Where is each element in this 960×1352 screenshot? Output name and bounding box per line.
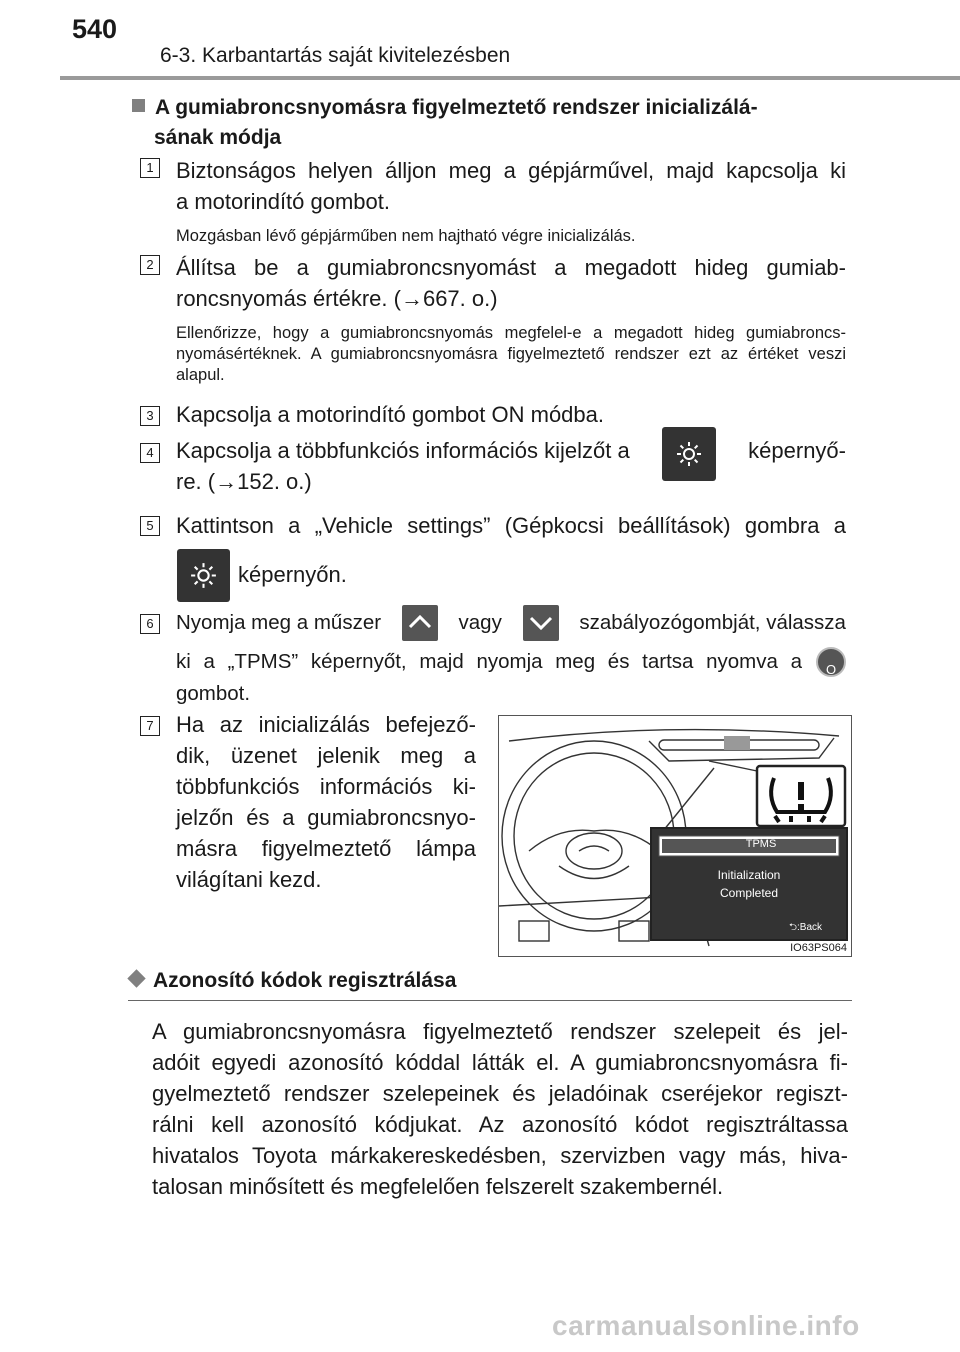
- step-text: [176, 436, 846, 497]
- paragraph-line: gyelmeztető rendszer szelepeinek és jeladóinak cseréjekor regiszt-: [152, 1081, 848, 1106]
- step-text: [176, 709, 476, 895]
- paragraph-line: A gumiabroncsnyomásra figyelmeztető rendszer szelepeit és jel-: [152, 1019, 848, 1044]
- step-line: másra figyelmeztető lámpa: [176, 836, 476, 861]
- ok-button-icon: [816, 647, 846, 677]
- step-number: 7: [140, 716, 160, 736]
- step-number: 1: [140, 158, 160, 178]
- paragraph-line: rálni kell azonosító kódjukat. Az azonosító kódot regisztráltassa: [152, 1112, 848, 1137]
- dashboard-illustration: [498, 715, 852, 957]
- gear-icon: [662, 427, 716, 481]
- subsection-heading: [128, 969, 456, 993]
- step-line: világítani kezd.: [176, 867, 322, 892]
- step-line: többfunkciós információs ki-: [176, 774, 476, 799]
- step-line: Ha az inicializálás befejező-: [176, 712, 476, 737]
- watermark: carmanualsonline.info: [552, 1310, 860, 1341]
- header-rule: [60, 76, 960, 80]
- body-paragraph: [152, 1016, 848, 1202]
- step-line: Nyomja meg a műszer: [176, 611, 382, 634]
- subsection-heading-text: Azonosító kódok regisztrálása: [153, 969, 457, 992]
- figure-id: IO63PS064: [790, 942, 847, 954]
- screen-message-line2: Completed: [719, 886, 779, 900]
- step-number: 2: [140, 255, 160, 275]
- step-note: Ellenőrizze, hogy a gumiabroncsnyomás megfelel-e a megadott hideg gumiabroncs-nyomásértéknek. A gumiabroncsnyomásra figyelmeztető rendszer ezt az értéket veszi alapul.: [176, 324, 846, 384]
- square-bullet-icon: [132, 99, 145, 112]
- screen-message-line1: Initialization: [717, 868, 781, 882]
- block-title-line2: sának módja: [154, 126, 282, 149]
- step-line: a motorindító gombot.: [176, 189, 391, 214]
- ok-button-label: O: [825, 661, 837, 677]
- step-line: képernyő-: [748, 438, 846, 463]
- step-line: re. (→152. o.): [176, 469, 312, 494]
- step-line: dik, üzenet jelenik meg a: [176, 743, 476, 768]
- step-number: 3: [140, 406, 160, 426]
- block-title: [132, 93, 852, 153]
- paragraph-line: hivatalos Toyota márkakereskedésben, szervizben vagy más, hiva-: [152, 1143, 848, 1168]
- step-line: Kattintson a „Vehicle settings” (Gépkocsi beállítások) gombra a: [176, 513, 846, 538]
- step-line: roncsnyomás értékre. (→667. o.): [176, 286, 498, 311]
- step-line: Biztonságos helyen álljon meg a gépjárművel, majd kapcsolja ki: [176, 158, 846, 183]
- step-number: 6: [140, 614, 160, 634]
- gear-icon: [177, 549, 230, 602]
- step-line: Kapcsolja a többfunkciós információs kijelzőt a: [176, 438, 630, 463]
- paragraph-line: talosan minősített és megfelelően felszerelt szakembernél.: [152, 1174, 724, 1199]
- screen-back-label: [789, 920, 822, 937]
- block-title-line1: A gumiabroncsnyomásra figyelmeztető rendszer inicializálá-: [155, 96, 758, 119]
- step-line: szabályozógombját, válassza: [579, 611, 846, 634]
- step-line: vagy: [458, 611, 502, 634]
- step-text: [176, 155, 846, 217]
- back-arrow-icon: ⮌: [789, 922, 798, 933]
- chevron-down-icon: [523, 605, 559, 641]
- step-text: Kapcsolja a motorindító gombot ON módba.: [176, 402, 605, 427]
- back-label-text: :Back: [797, 922, 823, 933]
- diamond-bullet-icon: [127, 969, 145, 987]
- step-text: [176, 510, 846, 541]
- screen-title: TPMS: [745, 838, 777, 850]
- chevron-up-icon: [402, 605, 438, 641]
- step-line: Állítsa be a gumiabroncsnyomást a megadott hideg gumiab-: [176, 255, 846, 280]
- step-line: ki a „TPMS” képernyőt, majd nyomja meg és tartsa nyomva a: [176, 650, 802, 673]
- section-title: 6-3. Karbantartás saját kivitelezésben: [160, 44, 511, 67]
- step-number: 4: [140, 443, 160, 463]
- step-line: képernyőn.: [238, 562, 347, 587]
- subsection-rule: [128, 1000, 852, 1001]
- paragraph-line: adóit egyedi azonosító kóddal látták el. A gumiabroncsnyomásra fi-: [152, 1050, 848, 1075]
- step-text: [176, 252, 846, 314]
- page-number: 540: [72, 14, 118, 44]
- step-text: [176, 607, 846, 709]
- step-number: 5: [140, 516, 160, 536]
- step-line: jelzőn és a gumiabroncsnyo-: [176, 805, 476, 830]
- step-line: gombot.: [176, 682, 251, 705]
- step-note: Mozgásban lévő gépjárműben nem hajtható végre inicializálás.: [176, 227, 636, 245]
